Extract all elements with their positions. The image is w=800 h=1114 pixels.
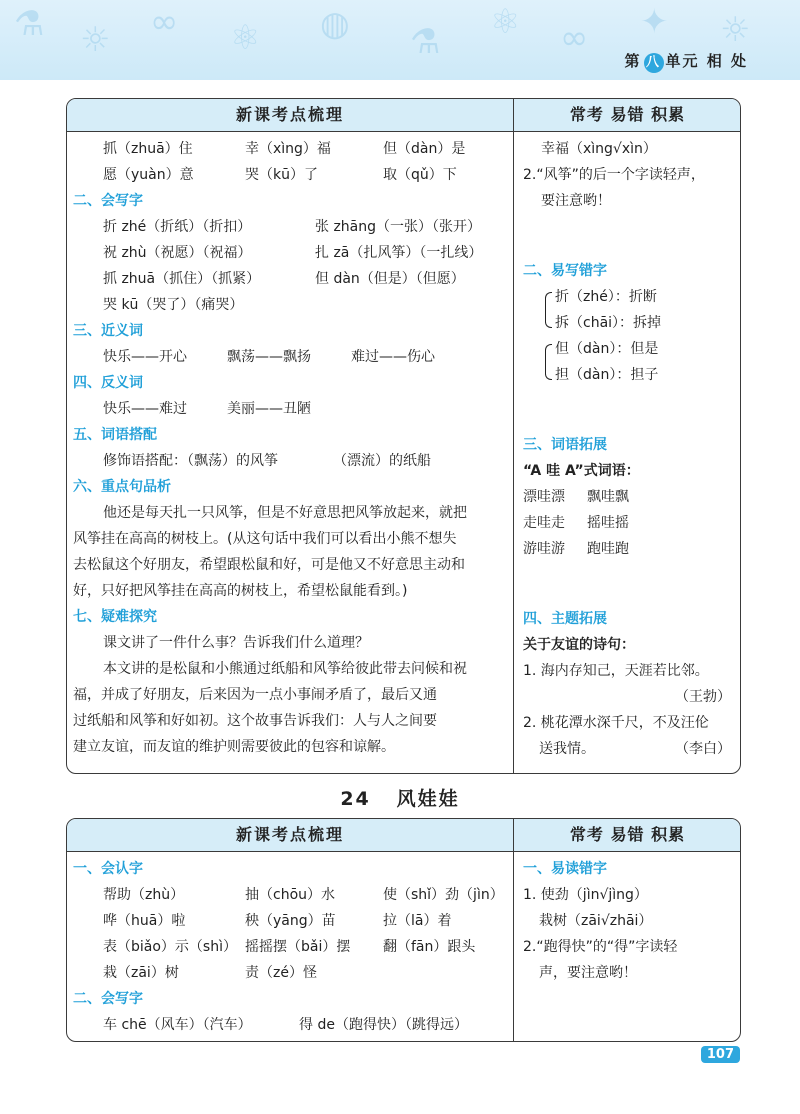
pinyin-entry: 抓（zhuā）住 (103, 141, 193, 157)
confusable-entry: 拆（chāi）：拆掉 (555, 315, 662, 331)
poem-author: （王勃） (675, 689, 731, 705)
confusable-entry: 折（zhé）：折断 (555, 289, 657, 305)
paragraph-line: 风筝挂在高高的树枝上。(从这句话中我们可以看出小熊不想失 (73, 531, 457, 547)
pinyin-entry: 拉（lā）着 (383, 913, 452, 929)
writing-entry: 车 chē（风车）（汽车） (103, 1017, 252, 1033)
word-item: 游哇游 (523, 541, 565, 557)
top-banner (0, 0, 800, 80)
word-item: 摇哇摇 (587, 515, 629, 531)
writing-entry: 祝 zhù（祝愿）（祝福） (103, 245, 252, 261)
section-heading: 二、易写错字 (523, 263, 607, 279)
synonym-pair: 快乐——开心 (103, 349, 187, 365)
section-heading: 三、近义词 (73, 323, 143, 339)
card-header (67, 819, 740, 852)
brace-icon (545, 344, 552, 380)
atom-icon: ⚛ (490, 2, 521, 42)
section-heading: 四、主题拓展 (523, 611, 607, 627)
atom-icon: ⚛ (230, 18, 261, 58)
subheading: “A 哇 A”式词语： (523, 463, 640, 479)
word-item: 漂哇漂 (523, 489, 565, 505)
pinyin-entry: 哭（kū）了 (245, 167, 318, 183)
column-divider (513, 131, 514, 773)
pinyin-entry: 抽（chōu）水 (245, 887, 336, 903)
tip-text: 声，要注意哟！ (539, 965, 637, 981)
writing-entry: 但 dàn（但是）（但愿） (315, 271, 465, 287)
tip-text: 要注意哟！ (541, 193, 611, 209)
section-heading: 五、词语搭配 (73, 427, 157, 443)
word-item: 飘哇飘 (587, 489, 629, 505)
pinyin-entry: 摇摇摆（bǎi）摆 (245, 939, 351, 955)
writing-entry: 哭 kū（哭了）（痛哭） (103, 297, 244, 313)
lightbulb-icon: ☼ (80, 20, 111, 60)
flask-icon: ⚗ (410, 22, 441, 62)
antonym-pair: 快乐——难过 (103, 401, 187, 417)
writing-entry: 抓 zhuā（抓住）（抓紧） (103, 271, 261, 287)
poem-line: 送我情。 (539, 741, 595, 757)
globe-icon: ◍ (320, 4, 350, 44)
pinyin-entry: 秧（yāng）苗 (245, 913, 336, 929)
flask-icon: ⚗ (14, 4, 45, 44)
collocation-text: （漂流）的纸船 (333, 453, 431, 469)
pinyin-entry: 责（zé）怪 (245, 965, 317, 981)
section-heading: 二、会写字 (73, 991, 143, 1007)
question-text: 课文讲了一件什么事？告诉我们什么道理？ (103, 635, 369, 651)
section-heading: 一、易读错字 (523, 861, 607, 877)
section-heading: 七、疑难探究 (73, 609, 157, 625)
lesson-24-card (66, 818, 741, 1042)
tip-text: 2.“跑得快”的“得”字读轻 (523, 939, 678, 955)
paragraph-line: 过纸船和风筝和好如初。这个故事告诉我们：人与人之间要 (73, 713, 437, 729)
section-heading: 二、会写字 (73, 193, 143, 209)
writing-entry: 张 zhāng（一张）（张开） (315, 219, 482, 235)
synonym-pair: 飘荡——飘扬 (227, 349, 311, 365)
section-heading: 三、词语拓展 (523, 437, 607, 453)
paragraph-line: 建立友谊，而友谊的维护则需要彼此的包容和谅解。 (73, 739, 395, 755)
paragraph-line: 去松鼠这个好朋友，希望跟松鼠和好，可是他又不好意思主动和 (73, 557, 465, 573)
left-header-title: 新课考点梳理 (235, 825, 344, 844)
paragraph-line: 他还是每天扎一只风筝，但是不好意思把风筝放起来，就把 (103, 505, 467, 521)
subheading: 关于友谊的诗句： (523, 637, 635, 653)
section-heading: 六、重点句品析 (73, 479, 171, 495)
antonym-pair: 美丽——丑陋 (227, 401, 311, 417)
right-header-title: 常考 易错 积累 (513, 819, 741, 851)
unit-number-badge: 八 (644, 53, 664, 73)
confusable-entry: 但（dàn）：但是 (555, 341, 659, 357)
writing-entry: 得 de（跑得快）（跳得远） (299, 1017, 468, 1033)
paragraph-line: 本文讲的是松鼠和小熊通过纸船和风筝给彼此带去问候和祝 (103, 661, 467, 677)
pinyin-entry: 帮助（zhù） (103, 887, 185, 903)
lesson-23-card (66, 98, 741, 774)
poem-line: 2. 桃花潭水深千尺，不及汪伦 (523, 715, 709, 731)
brace-icon (545, 292, 552, 328)
poem-line: 1. 海内存知己，天涯若比邻。 (523, 663, 709, 679)
page-number: 107 (701, 1046, 740, 1063)
column-divider (513, 851, 514, 1041)
pinyin-entry: 表（biǎo）示（shì） (103, 939, 237, 955)
tip-text: 2.“风筝”的后一个字读轻声， (523, 167, 705, 183)
left-header-title: 新课考点梳理 (235, 105, 344, 124)
pinyin-entry: 栽（zāi）树 (103, 965, 179, 981)
pinyin-entry: 使（shǐ）劲（jìn） (383, 887, 504, 903)
unit-title: 第 八 单元 相 处 (625, 50, 749, 73)
writing-entry: 折 zhé（折纸）（折扣） (103, 219, 252, 235)
lesson-title: 24 风娃娃 (340, 788, 460, 810)
paragraph-line: 好，只好把风筝挂在高高的树枝上，希望松鼠能看到。) (73, 583, 408, 599)
writing-entry: 扎 zā（扎风筝）（一扎线） (315, 245, 483, 261)
pinyin-entry: 翻（fān）跟头 (383, 939, 476, 955)
section-heading: 一、会认字 (73, 861, 143, 877)
word-item: 跑哇跑 (587, 541, 629, 557)
correction-entry: 幸福（xìng√xìn） (541, 141, 657, 157)
pinyin-entry: 幸（xìng）福 (245, 141, 331, 157)
pinyin-entry: 哗（huā）啦 (103, 913, 186, 929)
pinyin-entry: 取（qǔ）下 (383, 167, 457, 183)
dna-icon: ∞ (150, 2, 179, 42)
correction-entry: 栽树（zāi√zhāi） (539, 913, 653, 929)
section-heading: 四、反义词 (73, 375, 143, 391)
right-header-title: 常考 易错 积累 (513, 99, 741, 131)
poem-author: （李白） (675, 741, 731, 757)
card-header (67, 99, 740, 132)
star-icon: ✦ (640, 2, 669, 42)
dna-icon: ∞ (560, 18, 589, 58)
confusable-entry: 担（dàn）：担子 (555, 367, 659, 383)
lightbulb-icon: ☼ (720, 10, 751, 50)
collocation-text: 修饰语搭配：（飘荡）的风筝 (103, 453, 278, 469)
word-item: 走哇走 (523, 515, 565, 531)
paragraph-line: 福，并成了好朋友，后来因为一点小事闹矛盾了，最后又通 (73, 687, 437, 703)
correction-entry: 1. 使劲（jìn√jìng） (523, 887, 648, 903)
pinyin-entry: 但（dàn）是 (383, 141, 466, 157)
synonym-pair: 难过——伤心 (351, 349, 435, 365)
pinyin-entry: 愿（yuàn）意 (103, 167, 194, 183)
